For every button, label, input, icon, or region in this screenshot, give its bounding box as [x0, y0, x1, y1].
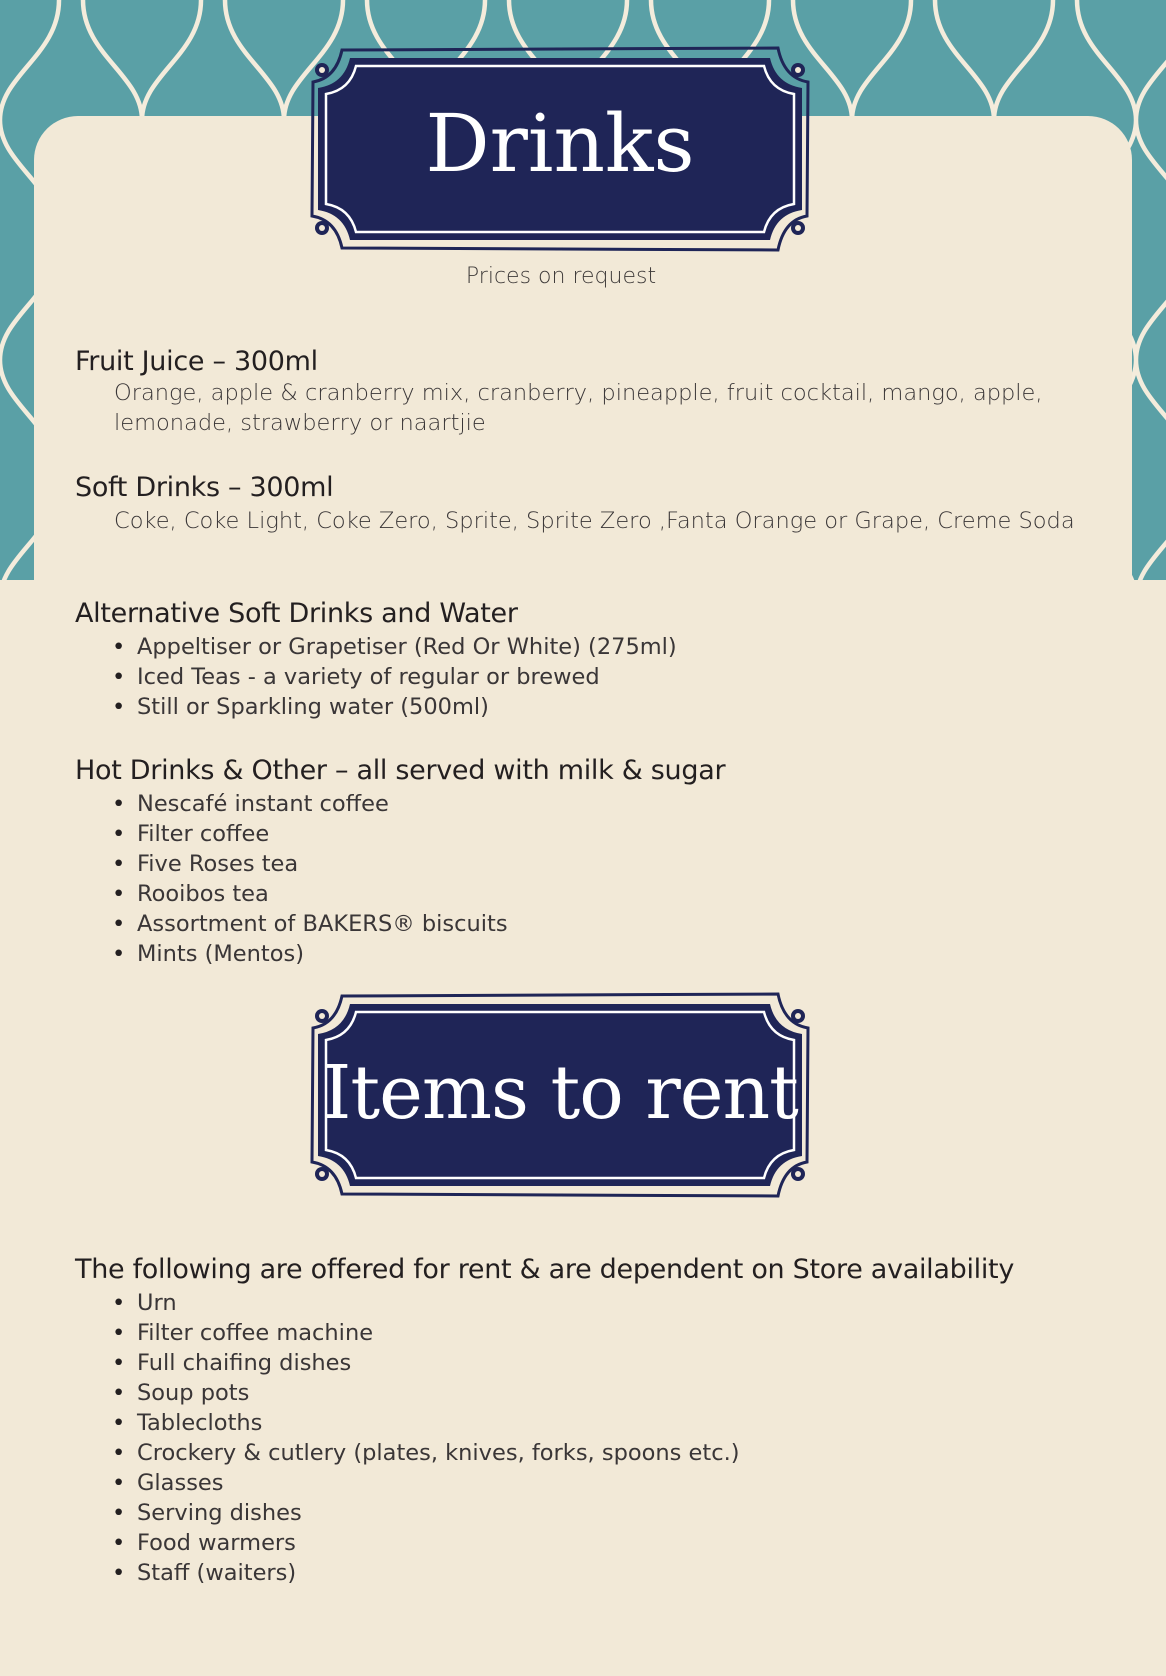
alternative-drinks-heading: Alternative Soft Drinks and Water: [75, 598, 518, 629]
list-item: • Crockery & cutlery (plates, knives, forks, spoons etc.): [112, 1438, 740, 1468]
list-item: • Iced Teas - a variety of regular or brewed: [112, 662, 677, 692]
alternative-drinks-list: [112, 632, 677, 722]
list-item: • Filter coffee machine: [112, 1318, 740, 1348]
soft-drinks-description: Coke, Coke Light, Coke Zero, Sprite, Sprite Zero ,Fanta Orange or Grape, Creme Soda: [114, 508, 1075, 534]
hot-drinks-heading: Hot Drinks & Other – all served with milk & sugar: [75, 755, 726, 786]
rent-items-list: [112, 1288, 740, 1588]
list-item: • Soup pots: [112, 1378, 740, 1408]
list-item: • Urn: [112, 1288, 740, 1318]
list-item: • Rooibos tea: [112, 879, 508, 909]
drinks-banner: [310, 44, 810, 254]
list-item: • Tablecloths: [112, 1408, 740, 1438]
items-to-rent-banner: [310, 990, 810, 1200]
list-item: • Still or Sparkling water (500ml): [112, 692, 677, 722]
prices-note: Prices on request: [465, 264, 657, 289]
fruit-juice-heading: Fruit Juice – 300ml: [75, 346, 318, 377]
list-item: • Appeltiser or Grapetiser (Red Or White) (275ml): [112, 632, 677, 662]
list-item: • Five Roses tea: [112, 849, 508, 879]
fruit-juice-description: Orange, apple & cranberry mix, cranberry, pineapple, fruit cocktail, mango, apple, lemonade, strawberry or naartjie: [114, 380, 1043, 436]
list-item: • Filter coffee: [112, 819, 508, 849]
drinks-title: Drinks: [425, 97, 695, 190]
items-to-rent-title: Items to rent: [322, 1050, 798, 1136]
hot-drinks-list: [112, 789, 508, 969]
list-item: • Full chaifing dishes: [112, 1348, 740, 1378]
list-item: • Food warmers: [112, 1528, 740, 1558]
soft-drinks-heading: Soft Drinks – 300ml: [75, 472, 334, 503]
list-item: • Assortment of BAKERS® biscuits: [112, 909, 508, 939]
list-item: • Nescafé instant coffee: [112, 789, 508, 819]
list-item: • Staff (waiters): [112, 1558, 740, 1588]
rent-section-heading: The following are offered for rent & are dependent on Store availability: [75, 1254, 1015, 1285]
list-item: • Serving dishes: [112, 1498, 740, 1528]
list-item: • Glasses: [112, 1468, 740, 1498]
list-item: • Mints (Mentos): [112, 939, 508, 969]
